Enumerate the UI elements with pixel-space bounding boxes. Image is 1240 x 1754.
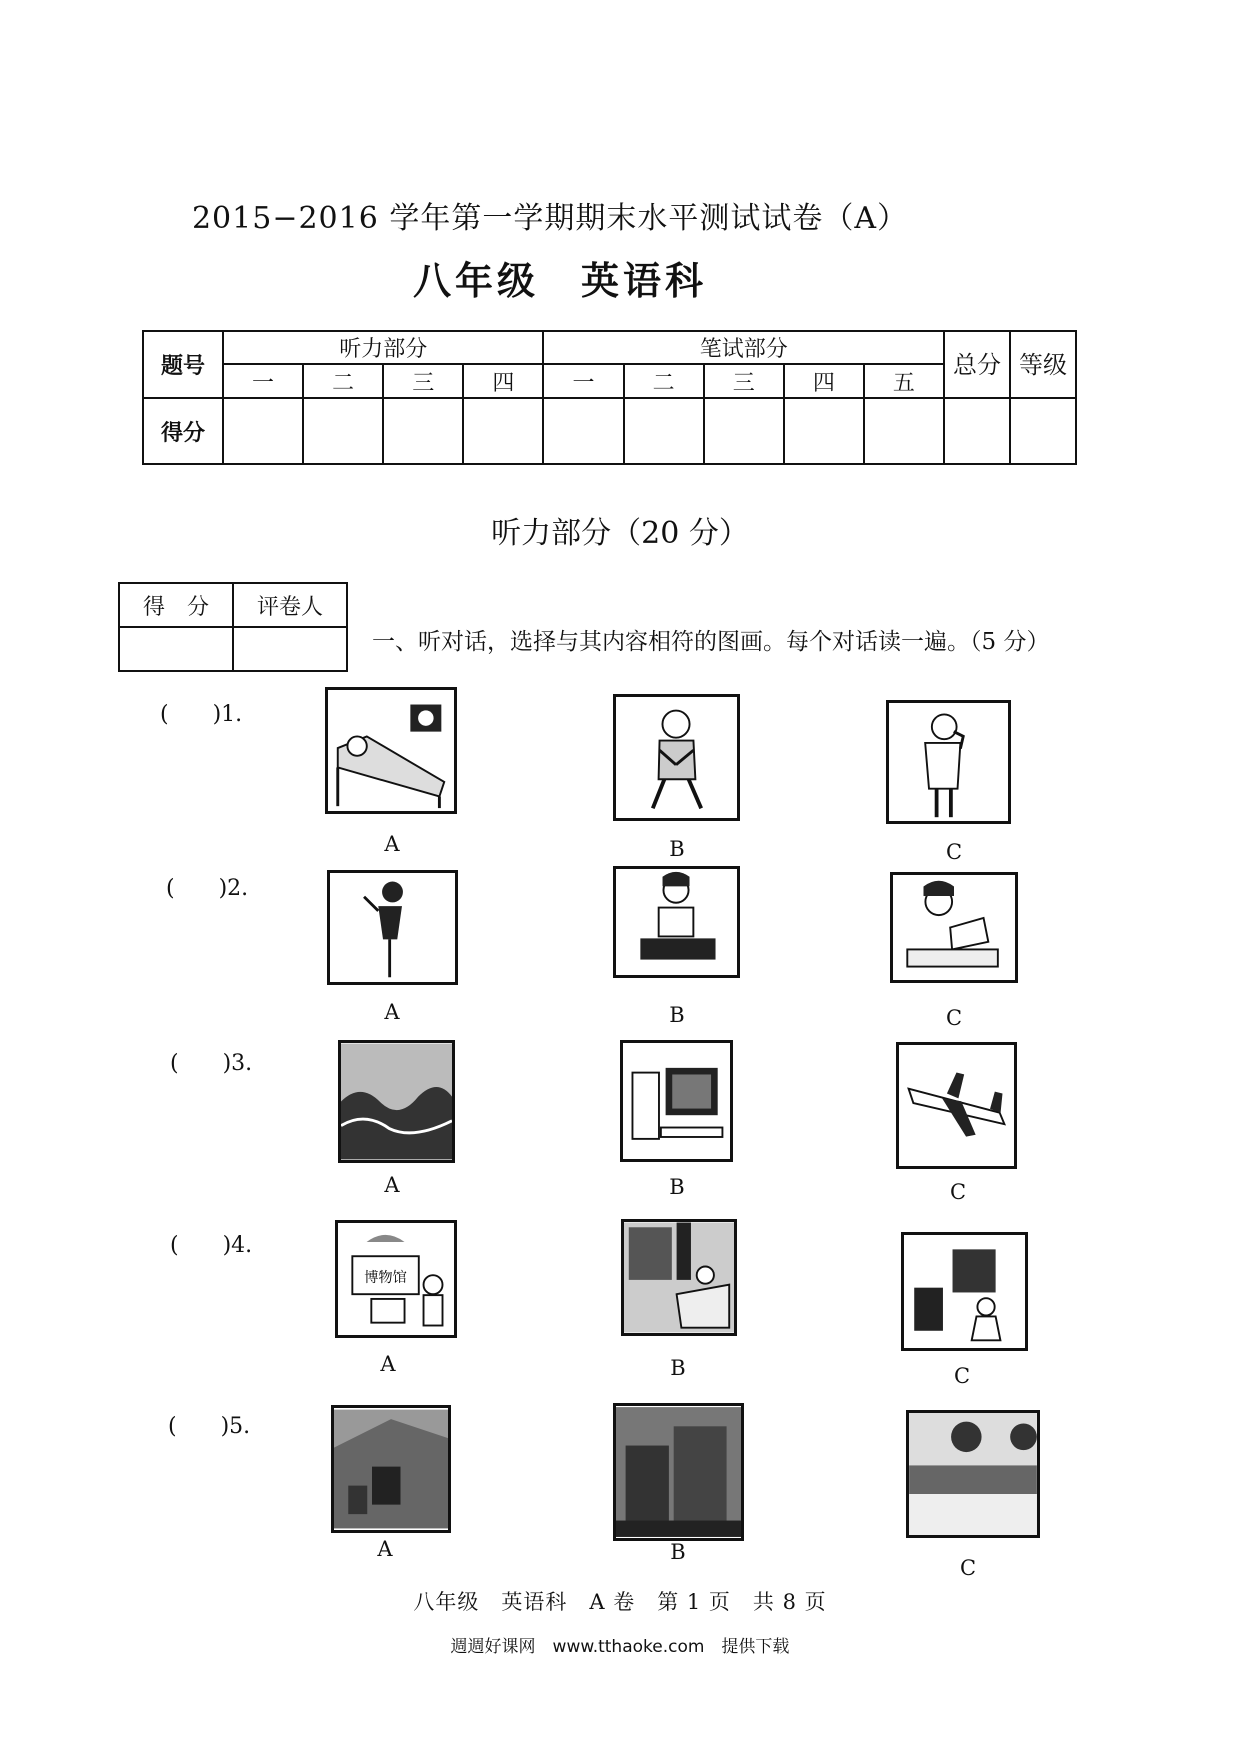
listening-col-2: 二 bbox=[303, 364, 383, 398]
score-cell[interactable] bbox=[463, 398, 543, 464]
picture-girl-dancing[interactable] bbox=[327, 870, 458, 985]
question-number-3[interactable]: ( )3. bbox=[170, 1051, 253, 1076]
girl-at-desk-icon bbox=[616, 869, 737, 975]
writing-col-4: 四 bbox=[784, 364, 864, 398]
page-footer: 八年级 英语科 A 卷 第 1 页 共 8 页 bbox=[413, 1590, 827, 1614]
picture-ocean-waves[interactable] bbox=[338, 1040, 455, 1163]
option-label-4a: A bbox=[380, 1352, 396, 1376]
score-cell[interactable] bbox=[704, 398, 784, 464]
exam-subtitle: 八年级 英语科 bbox=[412, 258, 707, 303]
grader-name-cell[interactable] bbox=[233, 627, 347, 671]
score-cell[interactable] bbox=[543, 398, 623, 464]
option-label-5a: A bbox=[377, 1537, 393, 1561]
picture-airplane[interactable] bbox=[896, 1042, 1017, 1169]
question-number-1[interactable]: ( )1. bbox=[160, 702, 243, 727]
picture-girl-at-home[interactable] bbox=[901, 1232, 1028, 1351]
row-label-number: 题号 bbox=[143, 331, 223, 398]
museum-sign: 博物馆 bbox=[364, 1269, 407, 1286]
question-number-2[interactable]: ( )2. bbox=[166, 876, 249, 901]
option-label-1b: B bbox=[669, 837, 685, 861]
traffic-icon bbox=[334, 1408, 448, 1530]
listening-col-4: 四 bbox=[463, 364, 543, 398]
option-label-1c: C bbox=[945, 840, 963, 864]
grader-name-label: 评卷人 bbox=[233, 583, 347, 627]
street-scene-icon bbox=[624, 1222, 734, 1333]
girl-dancing-icon bbox=[330, 873, 455, 982]
option-label-3a: A bbox=[384, 1173, 400, 1197]
computer-icon bbox=[623, 1043, 730, 1159]
grade-label: 等级 bbox=[1010, 331, 1076, 398]
option-label-2c: C bbox=[945, 1006, 963, 1030]
picture-boy-at-street[interactable] bbox=[621, 1219, 737, 1336]
listening-heading: 听力部分（20 分） bbox=[491, 516, 749, 551]
score-cell[interactable] bbox=[1010, 398, 1076, 464]
score-cell[interactable] bbox=[944, 398, 1010, 464]
person-in-bed-icon bbox=[328, 690, 454, 811]
listening-col-1: 一 bbox=[223, 364, 303, 398]
writing-col-1: 一 bbox=[543, 364, 623, 398]
option-label-3b: B bbox=[669, 1175, 685, 1199]
writing-col-2: 二 bbox=[624, 364, 704, 398]
score-table bbox=[142, 330, 1077, 465]
ocean-waves-icon bbox=[341, 1043, 452, 1160]
watermark: 週週好课网 www.tthaoke.com 提供下载 bbox=[450, 1637, 790, 1657]
question-number-4[interactable]: ( )4. bbox=[170, 1233, 253, 1258]
stomachache-icon bbox=[616, 697, 737, 818]
picture-park-scene[interactable] bbox=[906, 1410, 1040, 1538]
toothache-icon bbox=[889, 703, 1008, 821]
picture-person-with-stomachache[interactable] bbox=[613, 694, 740, 821]
picture-person-with-toothache[interactable] bbox=[886, 700, 1011, 824]
writing-label: 笔试部分 bbox=[543, 331, 944, 364]
score-cell[interactable] bbox=[303, 398, 383, 464]
home-scene-icon bbox=[904, 1235, 1025, 1348]
listening-label: 听力部分 bbox=[223, 331, 543, 364]
museum-icon bbox=[338, 1223, 454, 1335]
option-label-2a: A bbox=[384, 1000, 400, 1024]
airplane-icon bbox=[899, 1045, 1014, 1166]
option-label-4c: C bbox=[953, 1364, 971, 1388]
score-cell[interactable] bbox=[784, 398, 864, 464]
total-label: 总分 bbox=[944, 331, 1010, 398]
picture-girl-at-desk[interactable] bbox=[613, 866, 740, 978]
park-icon bbox=[909, 1413, 1037, 1535]
score-cell[interactable] bbox=[383, 398, 463, 464]
grader-box bbox=[118, 582, 348, 672]
option-label-4b: B bbox=[670, 1356, 686, 1380]
listening-col-3: 三 bbox=[383, 364, 463, 398]
option-label-3c: C bbox=[949, 1180, 967, 1204]
writing-col-5: 五 bbox=[864, 364, 944, 398]
picture-person-in-bed[interactable] bbox=[325, 687, 457, 814]
picture-computer[interactable] bbox=[620, 1040, 733, 1162]
girl-reading-icon bbox=[893, 875, 1015, 980]
option-label-2b: B bbox=[669, 1003, 685, 1027]
writing-col-3: 三 bbox=[704, 364, 784, 398]
score-cell[interactable] bbox=[864, 398, 944, 464]
grader-score-label: 得 分 bbox=[119, 583, 233, 627]
question-number-5[interactable]: ( )5. bbox=[168, 1414, 251, 1439]
picture-boy-at-museum[interactable] bbox=[335, 1220, 457, 1338]
grader-score-cell[interactable] bbox=[119, 627, 233, 671]
option-label-1a: A bbox=[384, 832, 400, 856]
option-label-5b: B bbox=[670, 1540, 686, 1564]
buildings-icon bbox=[616, 1406, 741, 1538]
row-label-score: 得分 bbox=[143, 398, 223, 464]
score-cell[interactable] bbox=[223, 398, 303, 464]
picture-city-street-traffic[interactable] bbox=[331, 1405, 451, 1533]
score-cell[interactable] bbox=[624, 398, 704, 464]
picture-city-buildings[interactable] bbox=[613, 1403, 744, 1541]
exam-title: 2015−2016 学年第一学期期末水平测试试卷（A） bbox=[191, 201, 909, 236]
picture-girl-reading[interactable] bbox=[890, 872, 1018, 983]
option-label-5c: C bbox=[959, 1556, 977, 1580]
section-one-instruction: 一、听对话，选择与其内容相符的图画。每个对话读一遍。（5 分） bbox=[372, 629, 1050, 655]
